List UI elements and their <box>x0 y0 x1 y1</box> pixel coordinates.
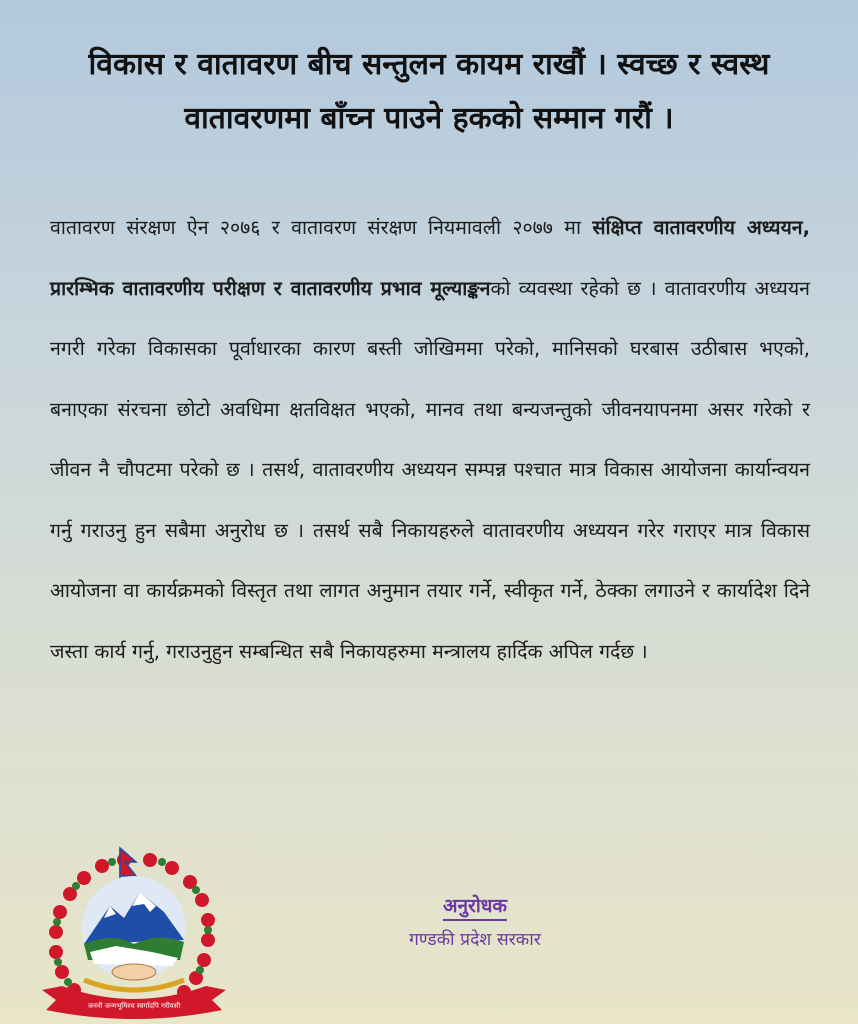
emblem-motto: जननी जन्मभूमिश्च स्वर्गादपि गरीयसी <box>87 1002 181 1010</box>
body-text-bold: संक्षिप्त वातावरणीय अध्ययन, प्रारम्भिक वातावरणीय परीक्षण र वातावरणीय प्रभाव मूल्याङ्कन <box>50 216 810 300</box>
headline <box>20 38 838 146</box>
nepal-emblem-icon <box>32 840 232 1020</box>
body-text-part-1: वातावरण संरक्षण ऐन २०७६ र वातावरण संरक्षण नियमावली २०७७ मा <box>50 216 593 239</box>
requester-organization: गण्डकी प्रदेश सरकार <box>409 930 541 950</box>
body-paragraph <box>50 198 810 682</box>
headline-line-2: वातावरणमा बाँच्न पाउने हकको सम्मान गरौं । <box>184 101 674 136</box>
requester-block <box>370 893 580 953</box>
requester-label: अनुरोधक <box>443 893 507 921</box>
body-text-part-2: को व्यवस्था रहेको छ । वातावरणीय अध्ययन नगरी गरेका विकासका पूर्वाधारका कारण बस्ती जोखिममा परेको, मानिसको घरबास उठीबास भएको, बनाएका संरचना छोटो अवधिमा क्षतविक्षत भएको, मानव तथा बन्यजन्तुको जीवनयापनमा असर गरेको र जीवन नै चौपटमा परेको छ । तसर्थ, वातावरणीय अध्ययन सम्पन्न पश्चात मात्र विकास आयोजना कार्यान्वयन गर्नु गराउनु हुन सबैमा अनुरोध छ । तसर्थ सबै निकायहरुले वातावरणीय अध्ययन गरेर गराएर मात्र विकास आयोजना वा कार्यक्रमको विस्तृत तथा लागत अनुमान तयार गर्ने, स्वीकृत गर्ने, ठेक्का लगाउने र कार्यादेश दिने जस्ता कार्य गर्नु, गराउनुहुन सम्बन्धित सबै निकायहरुमा मन्त्रालय हार्दिक अपिल गर्दछ । <box>50 276 811 663</box>
headline-line-1: विकास र वातावरण बीच सन्तुलन कायम राखौं । स्वच्छ र स्वस्थ <box>88 47 770 82</box>
